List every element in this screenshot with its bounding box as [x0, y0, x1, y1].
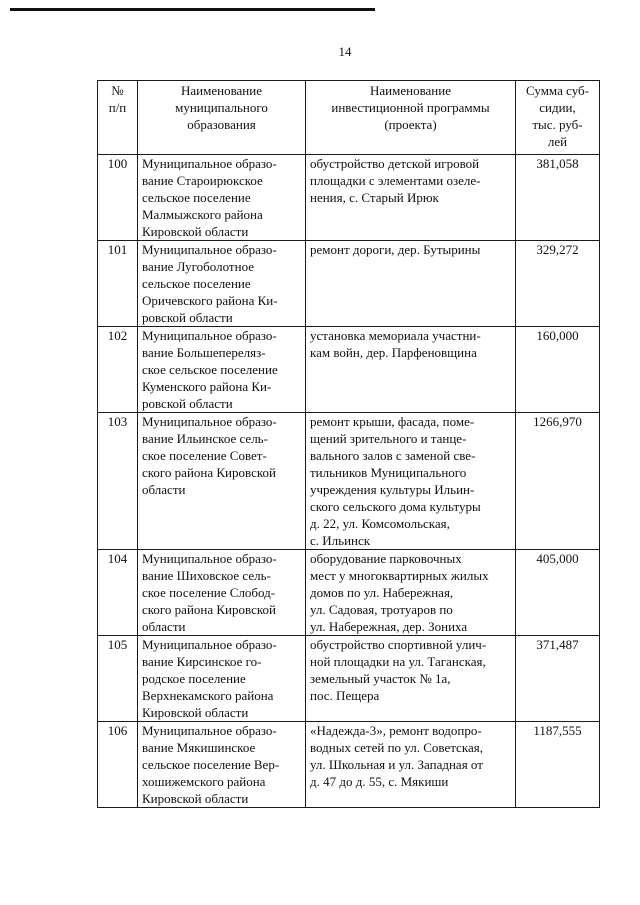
header-sum: Сумма суб- сидии, тыс. руб- лей	[516, 81, 600, 155]
row-sum: 371,487	[516, 636, 600, 722]
table-row	[98, 327, 600, 413]
subsidy-table	[97, 80, 600, 808]
row-num: 105	[98, 636, 138, 722]
row-municipality: Муниципальное образо- вание Староирюкское сельское поселение Малмыжского района Кировской области	[138, 155, 306, 241]
row-program: «Надежда-3», ремонт водопро- водных сетей по ул. Советская, ул. Школьная и ул. Западная от д. 47 до д. 55, с. Мякиши	[306, 722, 516, 808]
row-municipality: Муниципальное образо- вание Мякишинское сельское поселение Вер- хошижемского района Кировской области	[138, 722, 306, 808]
table-row	[98, 550, 600, 636]
table-header-row	[98, 81, 600, 155]
header-program: Наименование инвестиционной программы (проекта)	[306, 81, 516, 155]
row-program: ремонт крыши, фасада, поме- щений зрительного и танце- вального залов с заменой све- тильников Муниципального учреждения культуры Ильин- ского сельского дома культуры д. 22, ул. Комсомольская, с. Ильинск	[306, 413, 516, 550]
table-row	[98, 722, 600, 808]
row-sum: 329,272	[516, 241, 600, 327]
row-program: установка мемориала участни- кам войн, дер. Парфеновщина	[306, 327, 516, 413]
row-program: оборудование парковочных мест у многоквартирных жилых домов по ул. Набережная, ул. Садовая, тротуаров по ул. Набережная, дер. Зониха	[306, 550, 516, 636]
table-row	[98, 241, 600, 327]
row-num: 103	[98, 413, 138, 550]
row-num: 101	[98, 241, 138, 327]
row-num: 100	[98, 155, 138, 241]
row-sum: 381,058	[516, 155, 600, 241]
top-rule	[10, 8, 375, 11]
page-number: 14	[338, 44, 352, 59]
row-municipality: Муниципальное образо- вание Ильинское сель- ское поселение Совет- ского района Кировской области	[138, 413, 306, 550]
header-municipality: Наименование муниципального образования	[138, 81, 306, 155]
row-program: обустройство детской игровой площадки с элементами озеле- нения, с. Старый Ирюк	[306, 155, 516, 241]
header-num: № п/п	[98, 81, 138, 155]
row-municipality: Муниципальное образо- вание Шиховское сель- ское поселение Слобод- ского района Кировской области	[138, 550, 306, 636]
row-municipality: Муниципальное образо- вание Лугоболотное сельское поселение Оричевского района Ки- ровской области	[138, 241, 306, 327]
row-municipality: Муниципальное образо- вание Кирсинское го- родское поселение Верхнекамского района Кировской области	[138, 636, 306, 722]
row-sum: 1266,970	[516, 413, 600, 550]
row-num: 106	[98, 722, 138, 808]
row-num: 102	[98, 327, 138, 413]
row-sum: 1187,555	[516, 722, 600, 808]
table-row	[98, 155, 600, 241]
table-row	[98, 413, 600, 550]
row-sum: 160,000	[516, 327, 600, 413]
row-sum: 405,000	[516, 550, 600, 636]
row-program: ремонт дороги, дер. Бутырины	[306, 241, 516, 327]
table-row	[98, 636, 600, 722]
row-program: обустройство спортивной улич- ной площадки на ул. Таганская, земельный участок № 1а, пос. Пещера	[306, 636, 516, 722]
row-num: 104	[98, 550, 138, 636]
row-municipality: Муниципальное образо- вание Большепереляз- ское сельское поселение Куменского района Ки- ровской области	[138, 327, 306, 413]
